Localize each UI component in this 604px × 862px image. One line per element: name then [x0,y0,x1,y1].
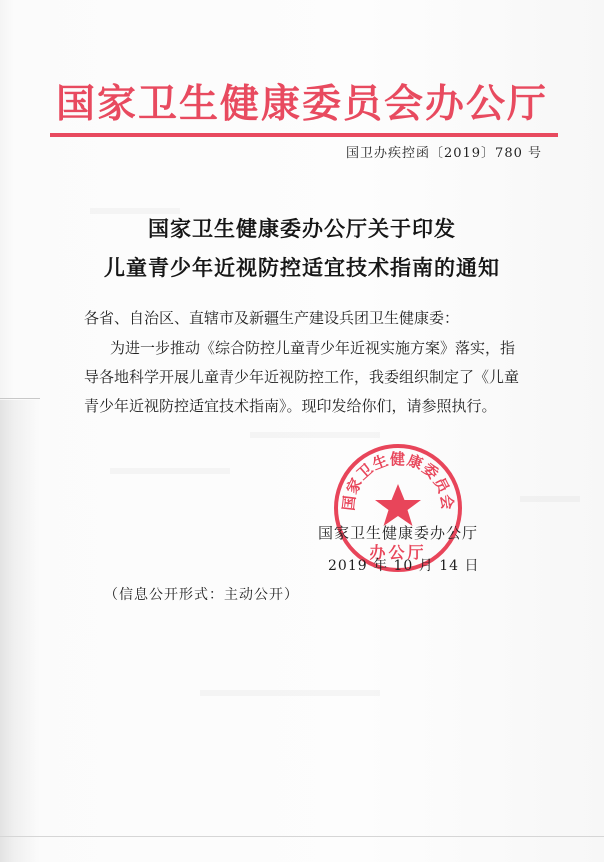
paragraph-line-3: 青少年近视防控适宜技术指南》。现印发给你们，请参照执行。 [84,397,497,415]
disclosure-form: （信息公开形式：主动公开） [104,587,299,603]
bleed-through-mark [200,690,380,696]
paragraph-line-1: 为进一步推动《综合防控儿童青少年近视实施方案》落实，指 [110,339,516,357]
page-fold-shadow [0,400,40,862]
seal-star-icon [375,484,421,526]
signature-organization: 国家卫生健康委办公厅 [318,524,479,542]
header-red-rule [50,133,558,137]
document-title-line-1: 国家卫生健康委办公厅关于印发 [148,217,456,241]
bleed-through-mark [110,468,230,474]
page-fold-edge [0,398,40,399]
seal-center-text: 办公厅 [369,543,427,562]
bleed-through-mark [250,432,380,438]
signature-date: 2019 年 10 月 14 日 [328,558,480,574]
seal-ring-text: 国家卫生健康委员会 [339,450,457,512]
page-bottom-edge [0,836,604,837]
salutation: 各省、自治区、直辖市及新疆生产建设兵团卫生健康委： [84,309,460,327]
document-number: 国卫办疾控函〔2019〕780 号 [345,146,542,161]
issuing-org-header: 国家卫生健康委员会办公厅 [55,82,548,127]
bleed-through-mark [520,496,580,502]
document-title-line-2: 儿童青少年近视防控适宜技术指南的通知 [104,256,500,280]
paragraph-line-2: 导各地科学开展儿童青少年近视防控工作，我委组织制定了《儿童 [84,368,520,386]
